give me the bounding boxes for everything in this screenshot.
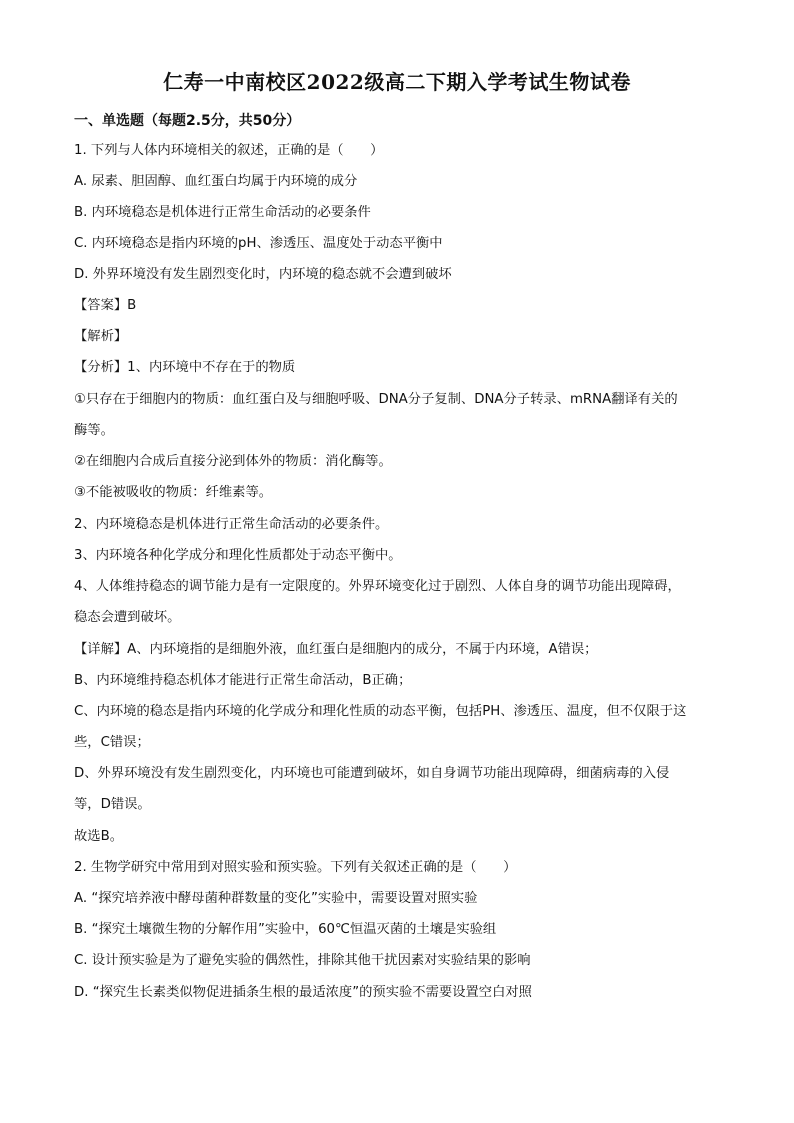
section-heading: 一、单选题（每题2.5分，共50分） xyxy=(74,113,301,129)
question-1-option-c: C. 内环境稳态是指内环境的pH、渗透压、温度处于动态平衡中 xyxy=(74,236,443,251)
question-1-option-d: D. 外界环境没有发生剧烈变化时，内环境的稳态就不会遭到破坏 xyxy=(74,267,452,282)
analysis-line: 2、内环境稳态是机体进行正常生命活动的必要条件。 xyxy=(74,517,389,532)
analysis-line: 稳态会遭到破坏。 xyxy=(74,610,181,625)
question-2-stem: 2. 生物学研究中常用到对照实验和预实验。下列有关叙述正确的是（ ） xyxy=(74,860,517,875)
analysis-line: 等，D错误。 xyxy=(74,797,151,812)
question-1-option-a: A. 尿素、胆固醇、血红蛋白均属于内环境的成分 xyxy=(74,174,358,189)
analysis-line: 【分析】1、内环境中不存在于的物质 xyxy=(74,360,296,375)
analysis-line: 些，C错误； xyxy=(74,735,150,750)
question-2-option-d: D. “探究生长素类似物促进插条生根的最适浓度”的预实验不需要设置空白对照 xyxy=(74,985,532,1000)
question-1-analysis-label: 【解析】 xyxy=(74,329,128,344)
question-2-option-a: A. “探究培养液中酵母菌种群数量的变化”实验中，需要设置对照实验 xyxy=(74,891,478,906)
analysis-line: D、外界环境没有发生剧烈变化，内环境也可能遭到破坏，如自身调节功能出现障碍，细菌病毒的入侵 xyxy=(74,766,670,781)
analysis-line: 3、内环境各种化学成分和理化性质都处于动态平衡中。 xyxy=(74,548,402,563)
question-1-stem: 1. 下列与人体内环境相关的叙述，正确的是（ ） xyxy=(74,143,384,158)
question-1-option-b: B. 内环境稳态是机体进行正常生命活动的必要条件 xyxy=(74,205,371,220)
analysis-line: 【详解】A、内环境指的是细胞外液，血红蛋白是细胞内的成分，不属于内环境，A错误； xyxy=(74,642,598,657)
analysis-line: 4、人体维持稳态的调节能力是有一定限度的。外界环境变化过于剧烈、人体自身的调节功能出现障碍， xyxy=(74,579,681,594)
question-1-answer: 【答案】B xyxy=(74,298,137,313)
analysis-line: 故选B。 xyxy=(74,829,124,844)
analysis-line: ②在细胞内合成后直接分泌到体外的物质：消化酶等。 xyxy=(74,454,392,469)
analysis-line: C、内环境的稳态是指内环境的化学成分和理化性质的动态平衡，包括PH、渗透压、温度，但不仅限于这 xyxy=(74,704,687,719)
question-2-option-c: C. 设计预实验是为了避免实验的偶然性，排除其他干扰因素对实验结果的影响 xyxy=(74,953,531,968)
page-title: 仁寿一中南校区2022级高二下期入学考试生物试卷 xyxy=(163,70,631,94)
analysis-line: ①只存在于细胞内的物质：血红蛋白及与细胞呼吸、DNA分子复制、DNA分子转录、mRNA翻译有关的 xyxy=(74,392,678,407)
analysis-line: ③不能被吸收的物质：纤维素等。 xyxy=(74,485,273,500)
analysis-line: 酶等。 xyxy=(74,423,114,438)
analysis-line: B、内环境维持稳态机体才能进行正常生命活动，B正确； xyxy=(74,673,412,688)
question-2-option-b: B. “探究土壤微生物的分解作用”实验中，60℃恒温灭菌的土壤是实验组 xyxy=(74,922,497,937)
